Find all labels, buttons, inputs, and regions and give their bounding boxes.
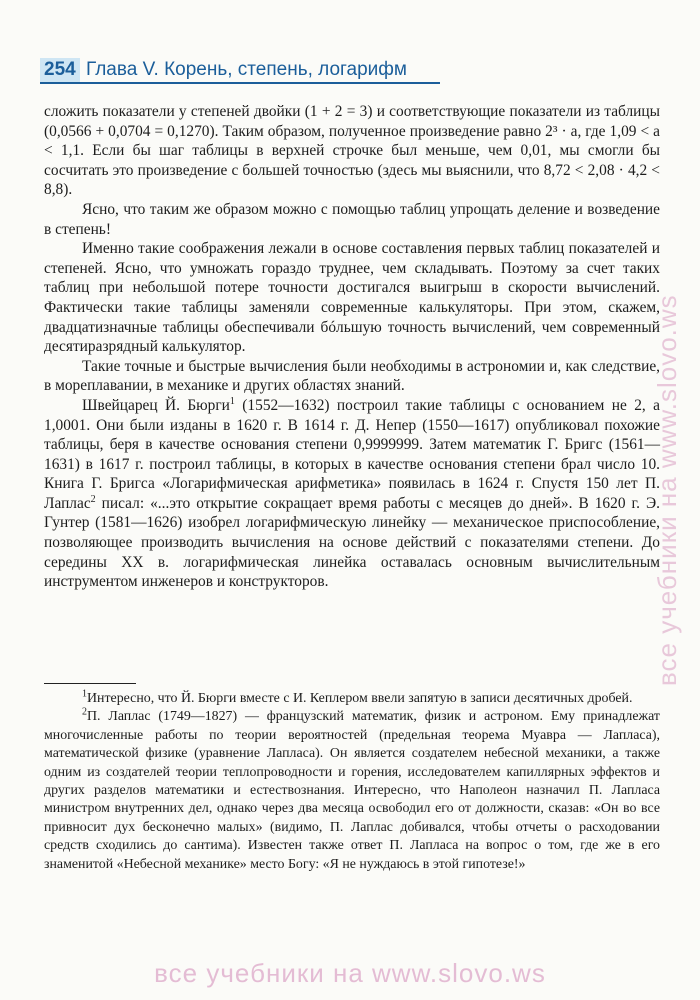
- watermark-bottom: все учебники на www.slovo.ws: [154, 958, 546, 988]
- page-number: 254: [40, 58, 80, 82]
- footnote-divider: [44, 683, 136, 684]
- footnote-1-text: Интересно, что Й. Бюрги вместе с И. Кеплером ввели запятую в записи десятичных дробей.: [87, 691, 633, 706]
- footnote-ref-2: 2: [90, 493, 96, 505]
- paragraph-5-end: писал: «...это открытие сокращает время работы с месяцев до дней». В 1620 г. Э. Гунтер (1581—1626) изобрел логарифмическую линейку — механическое приспособление, позволяющее производить вычисления на основе действий с показателями степени. До середины XX в. логарифмическая линейка оставалась основным вычислительным инструментом инженеров и конструкторов.: [44, 494, 660, 591]
- footnote-1: [44, 690, 660, 708]
- chapter-title: Глава V. Корень, степень, логарифм: [86, 59, 407, 80]
- paragraph-5: [44, 396, 660, 592]
- footnote-ref-1: 1: [229, 395, 235, 407]
- footnote-1-mark: 1: [82, 688, 87, 700]
- footnote-2-mark: 2: [82, 706, 87, 718]
- paragraph-2: Ясно, что таким же образом можно с помощью таблиц упрощать деление и возведение в степень!: [44, 200, 660, 238]
- header-rule: [40, 82, 440, 84]
- main-text: [44, 102, 660, 592]
- footnotes: [44, 690, 660, 874]
- footnote-2: [44, 708, 660, 874]
- watermark-vertical: все учебники на www.slovo.ws: [652, 294, 682, 686]
- page-header: [40, 56, 680, 84]
- paragraph-1: сложить показатели у степеней двойки (1 + 2 = 3) и соответствующие показатели из таблицы (0,0566 + 0,0704 = 0,1270). Таким образом, полученное произведение равно 2³ · a, где 1,09 < a < 1,1. Если бы шаг таблицы в верхней строчке был меньше, чем 0,01, мы смогли бы сосчитать это произведение с большей точностью (здесь мы выяснили, что 8,72 < 2,08 · 4,2 < 8,8).: [44, 103, 660, 199]
- footnote-2-text: П. Лаплас (1749—1827) — французский математик, физик и астроном. Ему принадлежат многочисленные работы по теории вероятностей (предельная теорема Муавра — Лапласа), математической физике (уравнение Лапласа). Он является создателем небесной механики, а также одним из создателей теории теплопроводности и горения, исследователем капиллярных эффектов и других разделов математики и естествознания. Интересно, что Наполеон назначил П. Лапласа министром внутренних дел, однако через два месяца освободил его от должности, сказав: «Он во все привносит дух бесконечно малых» (видимо, П. Лаплас добивался, чтобы отчеты о расходовании средств сходились до сантима). Известен также ответ П. Лапласа на вопрос о том, где же в его знаменитой «Небесной механике» место Богу: «Я не нуждаюсь в этой гипотезе!»: [44, 709, 660, 872]
- paragraph-5-middle: (1552—1632) построил такие таблицы с основанием не 2, а 1,0001. Они были изданы в 1620 г. В 1614 г. Д. Непер (1550—1617) опубликовал похожие таблицы, беря в качестве основания степени 0,9999999. Затем математик Г. Бригс (1561—1631) в 1617 г. построил таблицы, в которых в качестве основания степени брал число 10. Книга Г. Бригса «Логарифмическая арифметика» появилась в 1624 г. Спустя 150 лет П. Лаплас: [44, 396, 660, 512]
- paragraph-3: Именно такие соображения лежали в основе составления первых таблиц показателей и степеней. Ясно, что умножать гораздо труднее, чем складывать. Поэтому за счет таких таблиц при небольшой потере точности достигался выигрыш в скорости вычислений. Фактически такие таблицы заменяли современные калькуляторы. При этом, скажем, двадцатизначные таблицы обеспечивали бóльшую точность вычислений, чем современный десятиразрядный калькулятор.: [44, 240, 660, 356]
- paragraph-5-start: Швейцарец Й. Бюрги: [82, 396, 230, 414]
- paragraph-4: Такие точные и быстрые вычисления были необходимы в астрономии и, как следствие, в мореплавании, в механике и других областях знаний.: [44, 357, 660, 395]
